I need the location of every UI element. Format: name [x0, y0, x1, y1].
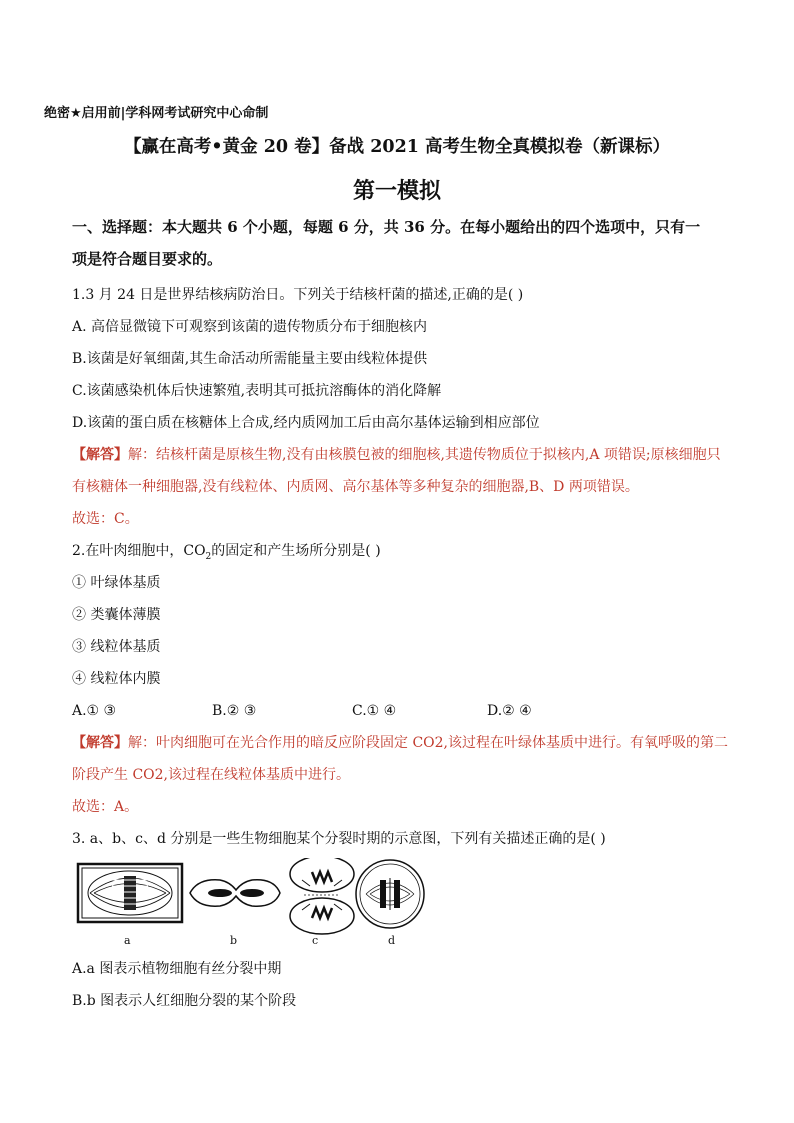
q1-answer-line1 [72, 446, 721, 464]
figure-label-c: c [312, 934, 319, 947]
q1-answer-tag: 【解答】 [72, 447, 128, 463]
q2-option-a: A.① ③ [72, 703, 117, 719]
q2-stem [72, 542, 381, 566]
q1-choice: 故选：C。 [72, 511, 139, 527]
figure-b-dumbbell-cell [190, 880, 280, 906]
figure-d-animal-cell-metaphase [356, 860, 424, 928]
section-heading-line2: 项是符合题目要求的。 [72, 250, 223, 268]
q3-option-b: B.b 图表示人红细胞分裂的某个阶段 [72, 993, 297, 1009]
q1-option-d: D.该菌的蛋白质在核糖体上合成,经内质网加工后由高尔基体运输到相应部位 [72, 415, 540, 431]
q2-option-c: C.① ④ [352, 703, 397, 719]
document-subtitle: 第一模拟 [352, 178, 441, 204]
q1-option-c: C.该菌感染机体后快速繁殖,表明其可抵抗溶酶体的消化降解 [72, 383, 442, 399]
q2-item-4: ④ 线粒体内膜 [72, 671, 161, 687]
figure-a-plant-cell [78, 864, 182, 922]
q1-answer-text1: 解：结核杆菌是原核生物,没有由核膜包被的细胞核,其遗传物质位于拟核内,A 项错误;原核细胞只 [128, 447, 721, 463]
q2-stem-pre: 2.在叶肉细胞中，CO [72, 543, 206, 559]
figure-label-d: d [388, 934, 396, 947]
figure-c-animal-cell-anaphase [290, 858, 354, 934]
q2-choice: 故选：A。 [72, 799, 139, 815]
q2-option-d: D.② ④ [487, 703, 532, 719]
q2-answer-text1: 解：叶肉细胞可在光合作用的暗反应阶段固定 CO2,该过程在叶绿体基质中进行。有氧呼吸的第二 [128, 735, 728, 751]
q2-stem-sub: 2 [205, 551, 212, 562]
cell-division-figures [72, 858, 452, 950]
q2-answer-line2: 阶段产生 CO2,该过程在线粒体基质中进行。 [72, 767, 350, 783]
q2-item-2: ② 类囊体薄膜 [72, 607, 161, 623]
document-title: 【赢在高考•黄金 20 卷】备战 2021 高考生物全真模拟卷（新课标） [123, 137, 671, 157]
q3-stem: 3. a、b、c、d 分别是一些生物细胞某个分裂时期的示意图，下列有关描述正确的是( ) [72, 831, 606, 847]
q2-item-1: ① 叶绿体基质 [72, 575, 161, 591]
q2-item-3: ③ 线粒体基质 [72, 639, 161, 655]
q1-option-b: B.该菌是好氧细菌,其生命活动所需能量主要由线粒体提供 [72, 351, 428, 367]
q2-stem-post: 的固定和产生场所分别是( ) [211, 543, 381, 559]
cell-division-diagram [72, 858, 452, 936]
q1-option-a: A. 高倍显微镜下可观察到该菌的遗传物质分布于细胞核内 [72, 319, 428, 335]
q2-answer-line1 [72, 734, 728, 752]
q1-stem: 1.3 月 24 日是世界结核病防治日。下列关于结核杆菌的描述,正确的是( ) [72, 287, 524, 303]
q1-answer-line2: 有核糖体一种细胞器,没有线粒体、内质网、高尔基体等多种复杂的细胞器,B、D 两项错误。 [72, 479, 639, 495]
q2-answer-tag: 【解答】 [72, 735, 128, 751]
secret-line: 绝密★启用前|学科网考试研究中心命制 [44, 106, 269, 121]
q2-option-b: B.② ③ [212, 703, 257, 719]
q3-option-a: A.a 图表示植物细胞有丝分裂中期 [72, 961, 282, 977]
figure-label-a: a [124, 934, 131, 947]
figure-label-b: b [230, 934, 238, 947]
section-heading-line1: 一、选择题：本大题共 6 个小题，每题 6 分，共 36 分。在每小题给出的四个选项中，只有一 [72, 218, 701, 236]
